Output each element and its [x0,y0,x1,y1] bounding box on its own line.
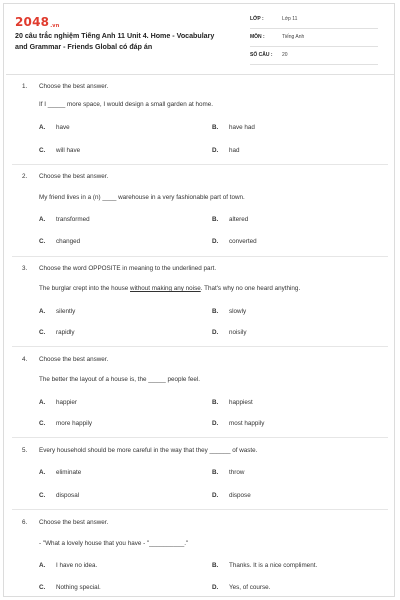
question-instruction: Choose the best answer. [39,83,109,90]
option-text: dispose [229,492,251,499]
question-stem: If I _____ more space, I would design a small garden at home. [39,101,213,108]
option-d[interactable] [212,238,257,245]
meta-value: Lớp 11 [282,16,298,22]
option-letter: B. [212,308,219,315]
question-divider [12,164,388,165]
question-instruction: Choose the best answer. [39,519,109,526]
option-text: had [229,147,240,154]
option-text: happier [56,399,78,406]
option-text: more happily [56,420,93,427]
page-frame [3,3,395,597]
option-letter: D. [212,492,219,499]
option-text: Yes, of course. [229,584,271,591]
option-c[interactable] [39,420,92,427]
question-instruction: Choose the best answer. [39,356,109,363]
question-instruction: Choose the word OPPOSITE in meaning to the underlined part. [39,265,217,272]
option-text: I have no idea. [56,562,98,569]
option-letter: A. [39,469,46,476]
option-letter: C. [39,147,46,154]
option-letter: B. [212,562,219,569]
underlined-phrase: without making any noise [130,285,201,292]
option-letter: D. [212,420,219,427]
question-stem: My friend lives in a (n) ____ warehouse in a very fashionable part of town. [39,194,245,201]
option-letter: B. [212,469,219,476]
stem-before: The burglar crept into the house [39,285,131,292]
option-letter: B. [212,124,219,131]
option-text: have had [229,124,255,131]
question-number: 5. [22,447,28,454]
option-c[interactable] [39,584,101,591]
question-instruction: Choose the best answer. [39,173,109,180]
option-text: Nothing special. [56,584,101,591]
option-c[interactable] [39,329,75,336]
question-number: 6. [22,519,28,526]
option-text: have [56,124,70,131]
option-a[interactable] [39,216,90,223]
option-letter: A. [39,562,46,569]
option-text: slowly [229,308,247,315]
question-number: 1. [22,83,28,90]
question-number: 3. [22,265,28,272]
logo-suffix: .vn [50,23,60,29]
option-b[interactable] [212,399,253,406]
meta-box [250,14,378,68]
option-text: converted [229,238,257,245]
option-d[interactable] [212,329,247,336]
option-text: changed [56,238,81,245]
option-a[interactable] [39,399,77,406]
question-divider [12,437,388,438]
option-letter: D. [212,329,219,336]
option-letter: D. [212,238,219,245]
option-letter: C. [39,238,46,245]
option-text: most happily [229,420,265,427]
meta-row-class [250,14,378,29]
option-text: altered [229,216,249,223]
option-text: will have [56,147,81,154]
meta-row-count [250,50,378,65]
meta-value: 20 [282,52,288,58]
option-text: transformed [56,216,90,223]
option-d[interactable] [212,420,264,427]
option-letter: D. [212,584,219,591]
option-letter: A. [39,216,46,223]
option-b[interactable] [212,469,244,476]
option-a[interactable] [39,124,70,131]
logo-text: 2048 [15,15,50,29]
option-letter: C. [39,420,46,427]
option-c[interactable] [39,492,79,499]
option-letter: A. [39,399,46,406]
option-text: rapidly [56,329,75,336]
site-logo[interactable] [15,15,60,29]
option-b[interactable] [212,124,255,131]
stem-after: . That's why no one heard anything. [200,285,301,292]
option-b[interactable] [212,308,246,315]
question-divider [12,509,388,510]
meta-value: Tiếng Anh [282,34,305,40]
question-divider [12,346,388,347]
option-letter: B. [212,399,219,406]
meta-label: SỐ CÂU : [250,52,273,58]
question-stem [39,285,300,292]
question-number: 4. [22,356,28,363]
meta-label: LỚP : [250,16,264,22]
option-c[interactable] [39,147,80,154]
option-text: throw [229,469,245,476]
option-letter: A. [39,124,46,131]
option-d[interactable] [212,147,240,154]
question-number: 2. [22,173,28,180]
question-instruction: Every household should be more careful in the way that they ______ of waste. [39,447,258,454]
option-d[interactable] [212,492,251,499]
option-a[interactable] [39,308,75,315]
option-letter: C. [39,584,46,591]
header-divider [6,74,394,75]
option-letter: B. [212,216,219,223]
option-b[interactable] [212,562,317,569]
document-title: 20 câu trắc nghiệm Tiếng Anh 11 Unit 4. Home - Vocabulary and Grammar - Friends Global có đáp án [15,32,215,51]
option-b[interactable] [212,216,248,223]
option-letter: A. [39,308,46,315]
option-text: disposal [56,492,80,499]
option-text: noisily [229,329,247,336]
meta-label: MÔN : [250,34,265,40]
option-text: Thanks. It is a nice compliment. [229,562,318,569]
question-divider [12,256,388,257]
option-text: silently [56,308,76,315]
option-text: happiest [229,399,253,406]
option-a[interactable] [39,562,97,569]
question-stem: - "What a lovely house that you have - "__________." [39,540,189,547]
meta-row-subject [250,32,378,47]
option-letter: C. [39,492,46,499]
option-text: eliminate [56,469,82,476]
option-letter: C. [39,329,46,336]
question-stem: The better the layout of a house is, the _____ people feel. [39,376,201,383]
option-c[interactable] [39,238,80,245]
option-d[interactable] [212,584,270,591]
option-a[interactable] [39,469,81,476]
option-letter: D. [212,147,219,154]
